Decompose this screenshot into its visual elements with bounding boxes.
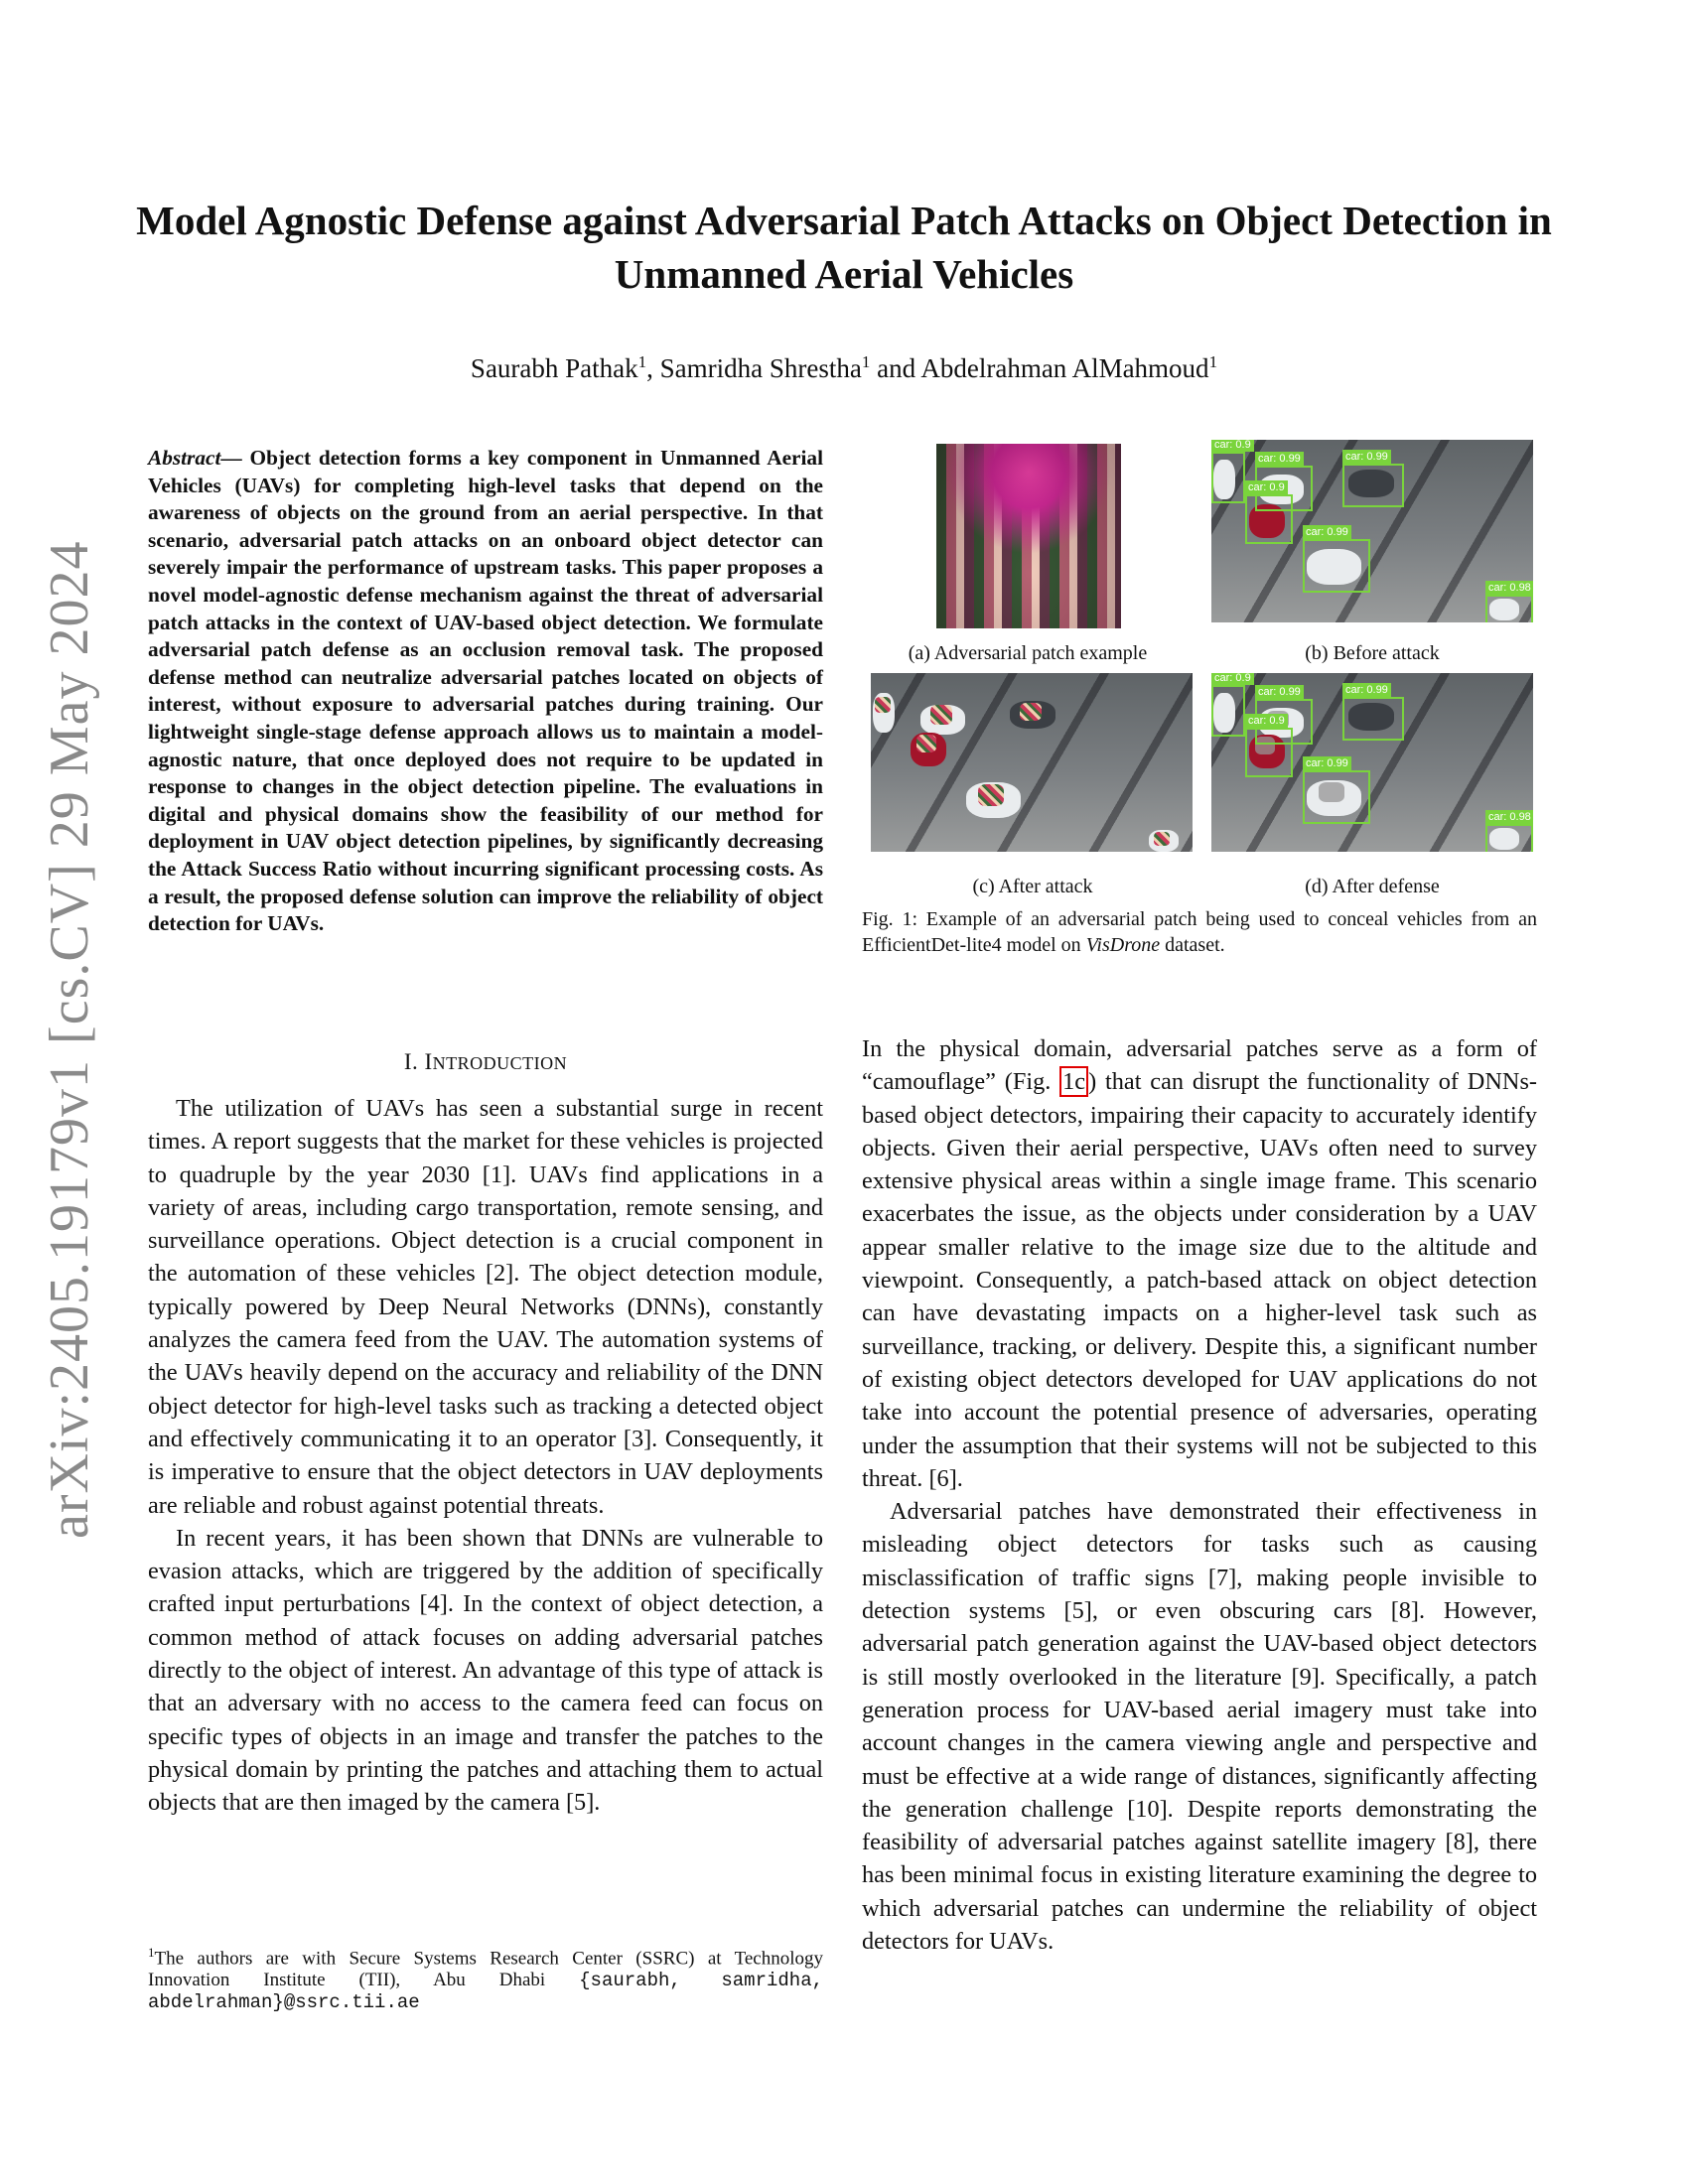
adversarial-patch-on-car bbox=[875, 697, 891, 713]
section-title-rest: NTRODUCTION bbox=[432, 1053, 568, 1073]
detection-label: car: 0.9 bbox=[1211, 673, 1254, 685]
author-name: Saurabh Pathak bbox=[470, 353, 638, 383]
detection-label: car: 0.98 bbox=[1485, 810, 1533, 824]
figure-panel-before-attack bbox=[1211, 440, 1533, 622]
figure-caption bbox=[862, 906, 1537, 958]
author-name: Samridha Shrestha bbox=[659, 353, 862, 383]
intro-right-column bbox=[862, 1032, 1537, 1958]
figure-panel-after-defense bbox=[1211, 673, 1533, 852]
abstract-dash: — bbox=[220, 446, 250, 470]
intro-left-column bbox=[148, 1092, 823, 1820]
subcaption-b: (b) Before attack bbox=[1305, 642, 1440, 664]
figure-reference-link[interactable]: 1c bbox=[1059, 1066, 1088, 1097]
footnote-mark: 1 bbox=[148, 1945, 155, 1960]
section-number: I. bbox=[403, 1049, 425, 1074]
paragraph: In recent years, it has been shown that DNNs are vulnerable to evasion attacks, which are triggered by the addition of specifically crafted input perturbations [4]. In the context of object detection, a common method of attack focuses on adding adversarial patches directly to the object of interest. An advantage of this type of attack is that an adversary with no access to the camera feed can focus on specific types of objects in an image and transfer the patches to the physical domain by printing the patches and attaching them to actual objects that are then imaged by the camera [5]. bbox=[148, 1524, 823, 1817]
subcaption-d: (d) After defense bbox=[1305, 876, 1440, 897]
detection-box bbox=[1485, 582, 1533, 622]
detection-label: car: 0.99 bbox=[1255, 685, 1304, 699]
adversarial-patch-on-car bbox=[1154, 832, 1170, 846]
detection-box bbox=[1342, 451, 1404, 507]
adversarial-patch-on-car bbox=[1020, 703, 1042, 721]
paragraph: The utilization of UAVs has seen a substantial surge in recent times. A report suggests that the market for these vehicles is projected to quadruple by the year 2030 [1]. UAVs find applications in a variety of areas, including cargo transportation, remote sensing, and surveillance operations. Object detection is a crucial component in the automation of these vehicles [2]. The object detection module, typically powered by Deep Neural Networks (DNNs), constantly analyzes the camera feed from the UAV. The automation systems of the UAVs heavily depend on the accuracy and reliability of the DNN object detector for high-level tasks such as tracking a detected object and effectively communicating it to an operator [3]. Consequently, it is imperative to ensure that the object detectors in UAV deployments are reliable and robust against potential threats. bbox=[148, 1095, 823, 1519]
subcaption-c: (c) After attack bbox=[972, 876, 1093, 897]
affiliation-mark: 1 bbox=[1208, 352, 1218, 371]
author-list bbox=[129, 345, 1559, 385]
section-heading-introduction bbox=[148, 1047, 823, 1078]
separator: and bbox=[870, 353, 921, 383]
caption-text: Fig. 1: Example of an adversarial patch being used to conceal vehicles from an EfficientDet-lite4 model on bbox=[862, 908, 1537, 956]
adversarial-patch-on-car bbox=[930, 705, 952, 725]
caption-dataset-name: VisDrone bbox=[1085, 934, 1161, 956]
detection-box bbox=[1485, 811, 1533, 852]
detection-label: car: 0.98 bbox=[1485, 581, 1533, 595]
abstract bbox=[148, 445, 823, 938]
affiliation-mark: 1 bbox=[637, 352, 647, 371]
abstract-label: Abstract bbox=[148, 446, 221, 470]
adversarial-patch-on-car bbox=[978, 784, 1004, 806]
detection-box bbox=[1245, 481, 1293, 544]
abstract-text: Object detection forms a key component in Unmanned Aerial Vehicles (UAVs) for completing high-level tasks that depend on the awareness of objects on the ground from an aerial perspective. In that scenario, adversarial patch attacks on an onboard object detector can severely impair the performance of upstream tasks. This paper proposes a novel model-agnostic defense mechanism against the threat of adversarial patch attacks in the context of UAV-based object detection. We formulate adversarial patch defense as an occlusion removal task. The proposed defense method can neutralize adversarial patches located on objects of interest, without exposure to adversarial patches during training. Our lightweight single-stage defense approach allows us to maintain a model-agnostic nature, that once deployed does not require to be updated in response to changes in the object detection pipeline. The evaluations in digital and physical domains show the feasibility of our method for deployment in UAV object detection pipelines, by significantly decreasing the Attack Success Ratio without incurring significant processing costs. As a result, the proposed defense solution can improve the reliability of object detection for UAVs. bbox=[148, 446, 823, 936]
author-name: Abdelrahman AlMahmoud bbox=[920, 353, 1209, 383]
caption-text-end: dataset. bbox=[1160, 934, 1225, 956]
paragraph-text: In the physical domain, adversarial patches serve as a form of “camouflage” (Fig. bbox=[862, 1035, 1537, 1096]
arxiv-sidebar-stamp: arXiv:2405.19179v1 [cs.CV] 29 May 2024 bbox=[39, 540, 100, 1539]
footnote-emails: {saurabh, samridha, abdelrahman}@ssrc.tii.ae bbox=[148, 1970, 823, 2014]
paragraph-text: ) that can disrupt the functionality of DNNs-based object detectors, impairing their capacity to accurately identify objects. Given their aerial perspective, UAVs often need to survey extensive physical areas within a single image frame. This scenario exacerbates the issue, as the objects under consideration by a UAV appear smaller relative to the image size due to the altitude and viewpoint. Consequently, a patch-based attack on object detection can have devastating impacts on a higher-level task such as surveillance, tracking, or delivery. Despite this, a significant number of existing object detectors developed for UAV applications do not take into account the potential presence of adversaries, operating under the assumption that their systems will not be subjected to this threat. [6]. bbox=[862, 1068, 1537, 1492]
detection-label: car: 0.99 bbox=[1342, 683, 1391, 697]
detection-label: car: 0.9 bbox=[1245, 480, 1288, 494]
subcaption-a: (a) Adversarial patch example bbox=[908, 642, 1148, 664]
detection-box bbox=[1211, 440, 1251, 503]
paper-title: Model Agnostic Defense against Adversarial Patch Attacks on Object Detection in Unmanned Aerial Vehicles bbox=[136, 198, 1552, 297]
detection-label: car: 0.99 bbox=[1303, 525, 1351, 539]
paragraph bbox=[862, 1032, 1537, 1495]
detection-box bbox=[1211, 673, 1251, 737]
detection-label: car: 0.99 bbox=[1255, 452, 1304, 466]
detection-box bbox=[1342, 684, 1404, 741]
affiliation-mark: 1 bbox=[861, 352, 871, 371]
detection-label: car: 0.99 bbox=[1342, 450, 1391, 464]
footnote-text: The authors are with Secure Systems Research Center (SSRC) at Technology Innovation Institute (TII), Abu Dhabi bbox=[148, 1948, 823, 1991]
footnote bbox=[148, 1942, 823, 2013]
detection-box bbox=[1245, 715, 1293, 777]
detection-label: car: 0.99 bbox=[1303, 756, 1351, 770]
detection-label: car: 0.9 bbox=[1211, 440, 1254, 452]
figure-panel-adversarial-patch bbox=[936, 444, 1121, 628]
detection-box bbox=[1303, 757, 1370, 824]
section-title-initial: I bbox=[424, 1049, 433, 1074]
adversarial-patch-on-car bbox=[916, 735, 936, 752]
paragraph: Adversarial patches have demonstrated their effectiveness in misleading object detectors for tasks such as causing misclassification of traffic signs [7], making people invisible to detection systems [5], or even obscuring cars [8]. However, adversarial patch generation against the UAV-based object detectors is still mostly overlooked in the literature [9]. Specifically, a patch generation process for UAV-based aerial imagery must take into account changes in the camera viewing angle and perspective and must be effective at a wide range of distances, significantly affecting the generation challenge [10]. Despite reports demonstrating the feasibility of adversarial patches against satellite imagery [8], there has been minimal focus in existing literature examining the degree to which adversarial patches can undermine the reliability of object detectors for UAVs. bbox=[862, 1498, 1537, 1956]
figure-panel-after-attack bbox=[871, 673, 1193, 852]
detection-label: car: 0.9 bbox=[1245, 714, 1288, 728]
detection-box bbox=[1303, 526, 1370, 593]
separator: , bbox=[646, 353, 660, 383]
patch-texture bbox=[936, 444, 1121, 628]
